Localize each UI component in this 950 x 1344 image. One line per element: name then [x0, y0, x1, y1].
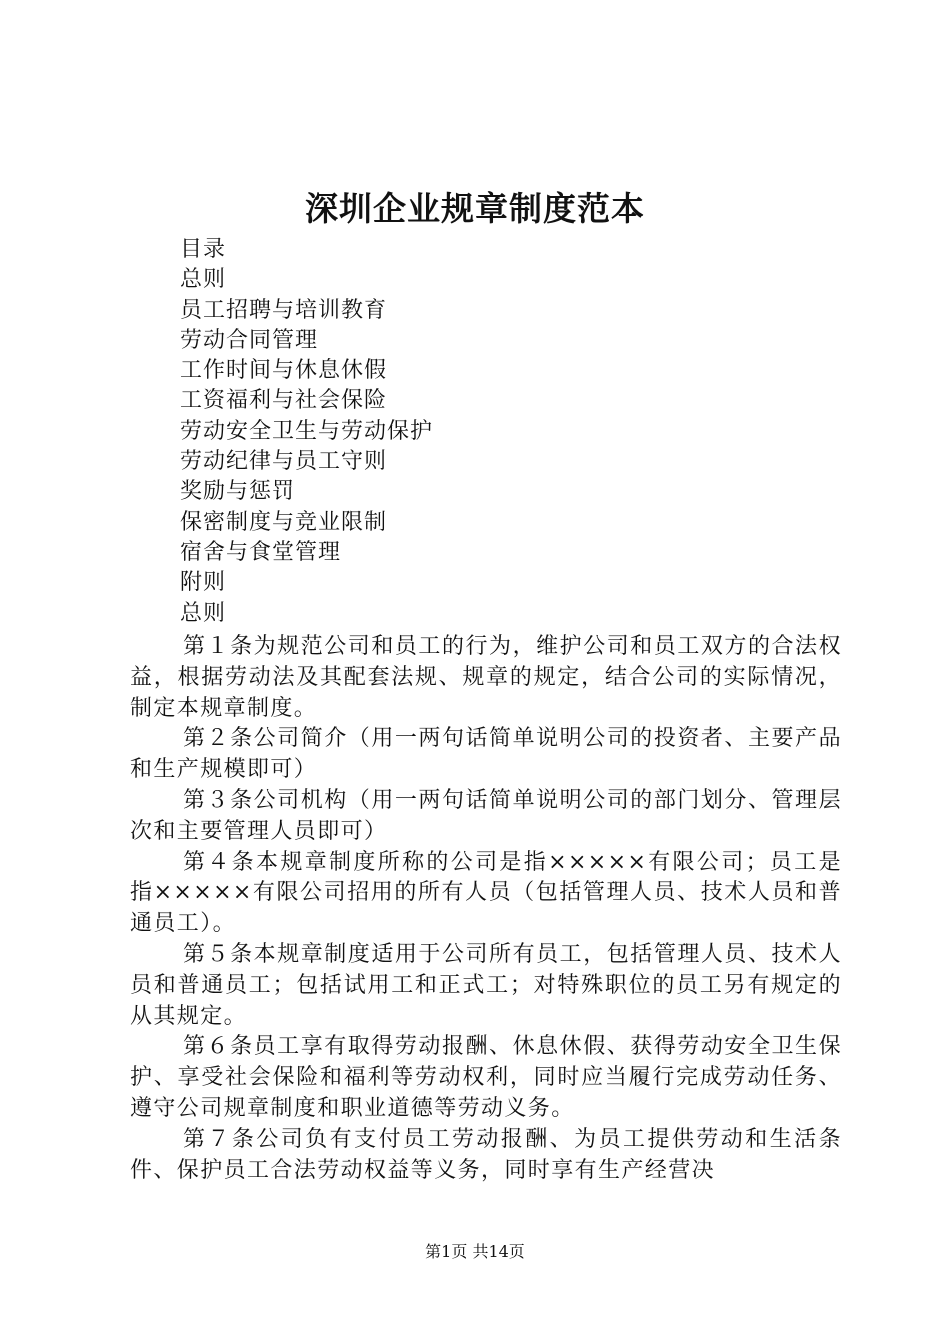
article-paragraph: 第１条为规范公司和员工的行为，维护公司和员工双方的合法权益，根据劳动法及其配套法规、规章的规定，结合公司的实际情况，制定本规章制度。 [130, 634, 842, 721]
toc-item: 劳动合同管理 [180, 327, 319, 353]
page-number-footer: 第1页 共14页 [425, 1242, 525, 1261]
toc-item: 总则 [180, 267, 227, 293]
toc-item: 保密制度与竞业限制 [180, 509, 388, 535]
article-paragraph: 第４条本规章制度所称的公司是指×××××有限公司；员工是指×××××有限公司招用的所有人员（包括管理人员、技术人员和普通员工）。 [130, 849, 842, 937]
toc-item: 工资福利与社会保险 [180, 388, 388, 414]
toc-item: 劳动安全卫生与劳动保护 [180, 418, 434, 444]
article-paragraph: 第２条公司简介（用一两句话简单说明公司的投资者、主要产品和生产规模即可） [130, 726, 842, 783]
toc-item: 目录 [180, 237, 227, 262]
article-paragraph: 第３条公司机构（用一两句话简单说明公司的部门划分、管理层次和主要管理人员即可） [130, 787, 842, 844]
toc-item: 工作时间与休息休假 [180, 358, 388, 384]
article-paragraph: 第７条公司负有支付员工劳动报酬、为员工提供劳动和生活条件、保护员工合法劳动权益等义务，同时享有生产经营决 [130, 1126, 842, 1183]
toc-item: 总则 [180, 600, 227, 626]
article-paragraph: 第５条本规章制度适用于公司所有员工，包括管理人员、技术人员和普通员工；包括试用工和正式工；对特殊职位的员工另有规定的从其规定。 [130, 941, 842, 1029]
article-paragraph: 第６条员工享有取得劳动报酬、休息休假、获得劳动安全卫生保护、享受社会保险和福利等劳动权利，同时应当履行完成劳动任务、遵守公司规章制度和职业道德等劳动义务。 [130, 1034, 842, 1121]
toc-item: 奖励与惩罚 [180, 479, 296, 505]
toc-item: 附则 [180, 570, 227, 596]
document-title: 深圳企业规章制度范本 [305, 189, 645, 228]
toc-item: 劳动纪律与员工守则 [180, 449, 388, 475]
toc-item: 员工招聘与培训教育 [180, 297, 388, 323]
table-of-contents [180, 235, 880, 629]
toc-item: 宿舍与食堂管理 [180, 539, 342, 565]
document-body [130, 632, 842, 1186]
